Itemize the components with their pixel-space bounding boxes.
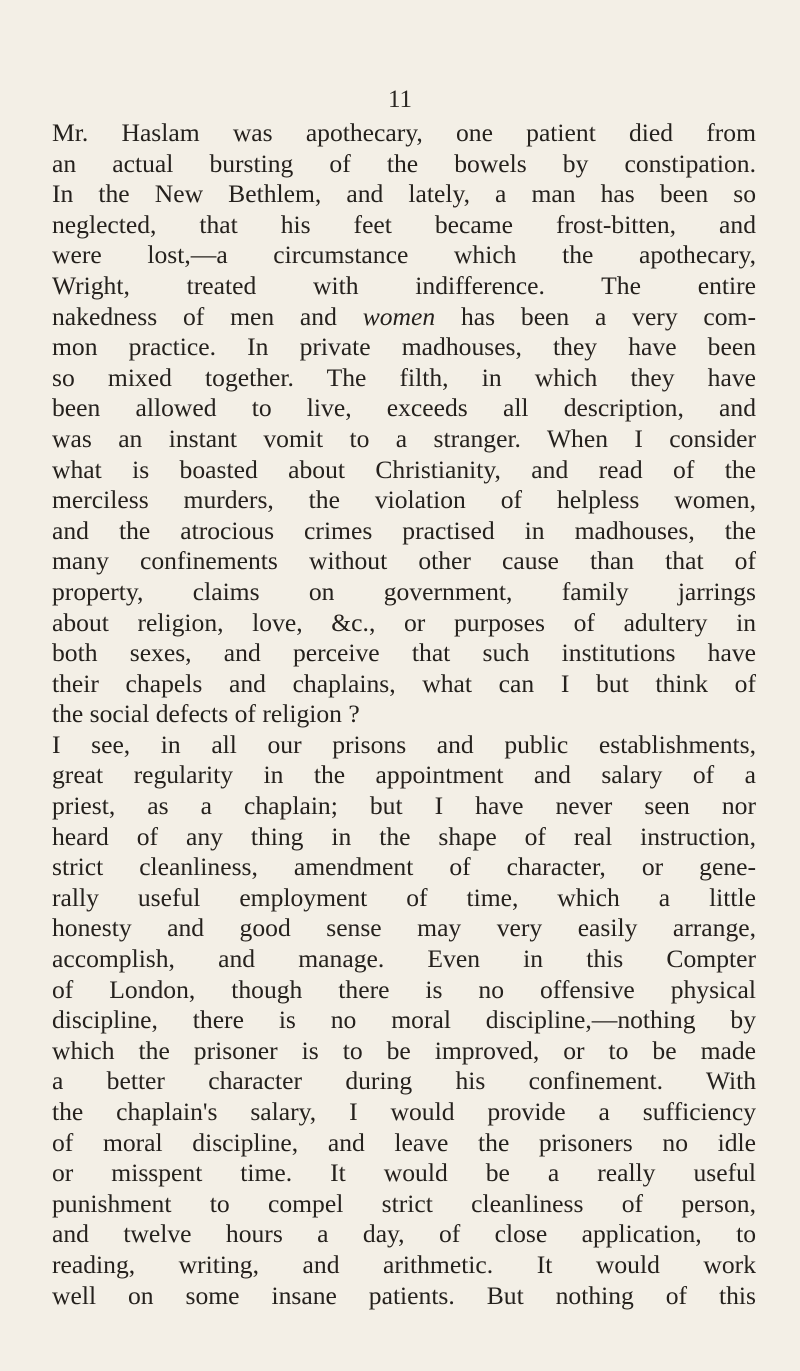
- page-number: 11: [387, 86, 413, 113]
- text-line: heard of any thing in the shape of real instruction,: [52, 821, 756, 851]
- text-line: rally useful employment of time, which a little: [52, 882, 756, 912]
- text-line: which the prisoner is to be improved, or to be made: [52, 1035, 756, 1065]
- text-line: or misspent time. It would be a really useful: [52, 1158, 756, 1188]
- text-line: was an instant vomit to a stranger. When I consider: [52, 423, 756, 453]
- paragraph-2: [52, 730, 756, 1311]
- text-line: nakedness of men and women has been a very com-: [52, 301, 756, 331]
- text-line: strict cleanliness, amendment of character, or gene-: [52, 852, 756, 882]
- text-line: the chaplain's salary, I would provide a sufficiency: [52, 1097, 756, 1126]
- text-line: about religion, love, &c., or purposes of adultery in: [52, 607, 756, 637]
- text-line: of London, though there is no offensive physical: [52, 974, 756, 1004]
- body-text: [52, 118, 756, 1311]
- text-line: of moral discipline, and leave the prisoners no idle: [52, 1127, 756, 1157]
- text-line: well on some insane patients. But nothing of this: [52, 1280, 756, 1310]
- text-line: merciless murders, the violation of helpless women,: [52, 485, 756, 515]
- paragraph-1: [52, 118, 756, 730]
- text-line: the social defects of religion ?: [52, 699, 360, 729]
- text-line: priest, as a chaplain; but I have never seen nor: [52, 791, 756, 821]
- text-line: were lost,—a circumstance which the apothecary,: [52, 240, 756, 270]
- text-line: In the New Bethlem, and lately, a man has been so: [52, 179, 756, 209]
- text-line: many confinements without other cause than that of: [52, 546, 756, 576]
- text-line: neglected, that his feet became frost-bitten, and: [52, 209, 756, 239]
- text-line: great regularity in the appointment and salary of a: [52, 760, 756, 790]
- text-line: their chapels and chaplains, what can I but think of: [52, 668, 756, 698]
- text-line: and the atrocious crimes practised in madhouses, the: [52, 515, 756, 545]
- text-line: Mr. Haslam was apothecary, one patient died from: [52, 118, 756, 147]
- text-line: punishment to compel strict cleanliness of person,: [52, 1188, 756, 1218]
- text-line: mon practice. In private madhouses, they have been: [52, 332, 756, 362]
- text-line: so mixed together. The filth, in which they have: [52, 362, 756, 392]
- text-line: an actual bursting of the bowels by constipation.: [52, 148, 756, 178]
- text-line: reading, writing, and arithmetic. It would work: [52, 1249, 756, 1279]
- text-line: Wright, treated with indifference. The entire: [52, 270, 756, 300]
- text-line: what is boasted about Christianity, and read of the: [52, 454, 756, 484]
- italic-word: women: [362, 301, 436, 331]
- text-line: I see, in all our prisons and public establishments,: [52, 729, 756, 759]
- text-line: property, claims on government, family jarrings: [52, 576, 756, 606]
- text-line: honesty and good sense may very easily arrange,: [52, 913, 756, 943]
- text-line: been allowed to live, exceeds all description, and: [52, 393, 756, 423]
- text-line: a better character during his confinement. With: [52, 1066, 756, 1096]
- text-line: and twelve hours a day, of close application, to: [52, 1219, 756, 1249]
- text-line: both sexes, and perceive that such institutions have: [52, 638, 756, 668]
- text-line: accomplish, and manage. Even in this Compter: [52, 944, 756, 974]
- text-line: discipline, there is no moral discipline,—nothing by: [52, 1005, 756, 1035]
